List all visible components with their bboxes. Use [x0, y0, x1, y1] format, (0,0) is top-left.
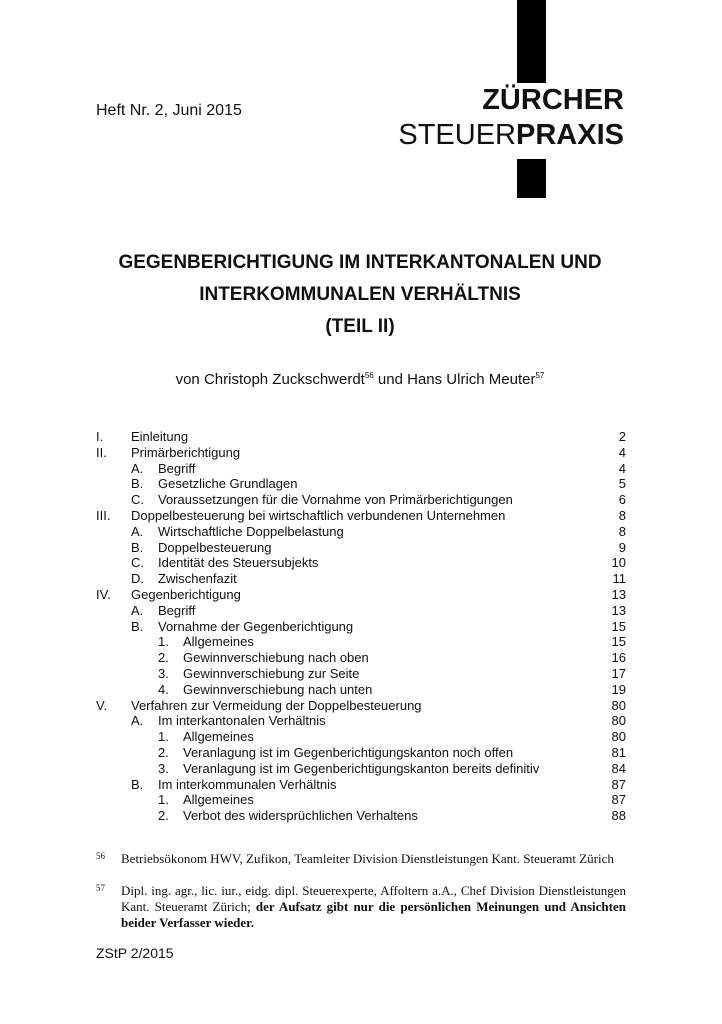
issue-label: Heft Nr. 2, Juni 2015 — [96, 102, 242, 119]
toc-entry-page: 80 — [611, 729, 626, 745]
toc-entry-number: A. — [131, 523, 144, 539]
toc-entry-label: Wirtschaftliche Doppelbelastung — [158, 523, 344, 539]
toc-entry-page: 87 — [611, 792, 626, 808]
toc-entry[interactable] — [96, 445, 626, 461]
author-2: und Hans Ulrich Meuter — [373, 371, 536, 388]
toc-entry-label: Doppelbesteuerung — [158, 539, 272, 555]
footnote-text — [121, 883, 626, 931]
toc-entry[interactable] — [96, 555, 626, 571]
toc-entry[interactable] — [96, 476, 626, 492]
toc-entry-page: 2 — [618, 429, 626, 444]
toc-entry[interactable] — [96, 777, 626, 793]
toc-entry-page: 80 — [611, 697, 626, 713]
toc-entry-page: 9 — [618, 539, 626, 555]
toc-entry-number: 1. — [158, 634, 169, 650]
footnote-ref-56[interactable]: 56 — [364, 371, 374, 380]
toc-entry-label: Veranlagung ist im Gegenberichtigungskanton noch offen — [183, 744, 514, 760]
toc-entry-number: C. — [131, 555, 144, 571]
toc-entry-label: Allgemeines — [183, 729, 254, 745]
toc-entry[interactable] — [96, 492, 626, 508]
toc-entry-page: 10 — [611, 555, 626, 571]
toc-entry-number: A. — [131, 602, 144, 618]
toc-entry-number: 2. — [158, 744, 169, 760]
toc-entry-number: A. — [131, 713, 144, 729]
toc-entry-number: 1. — [158, 792, 169, 808]
article-title-line-2: INTERKOMMUNALEN VERHÄLTNIS — [199, 284, 521, 305]
toc-entry-number: 2. — [158, 650, 169, 666]
toc-entry-page: 84 — [611, 760, 626, 776]
toc-entry-number: B. — [131, 539, 144, 555]
toc-entry-number: V. — [96, 697, 108, 713]
toc-entry-label: Verfahren zur Vermeidung der Doppelbesteuerung — [131, 697, 422, 713]
toc-entry-label: Gewinnverschiebung zur Seite — [183, 665, 360, 681]
toc-entry-label: Gesetzliche Grundlagen — [158, 476, 298, 492]
toc-entry[interactable] — [96, 461, 626, 477]
toc-entry-number: A. — [131, 460, 144, 476]
footnote-text-regular: Dipl. ing. agr., lic. iur., eidg. dipl. Steuerexperte, Affoltern a.A., Chef Division Dienstleistungen Kant. Steueramt Zürich; — [121, 883, 626, 914]
toc-entry-label: Im interkommunalen Verhältnis — [158, 776, 337, 792]
footnote-mark: 56 — [96, 851, 105, 861]
toc-entry[interactable] — [96, 650, 626, 666]
toc-entry[interactable] — [96, 619, 626, 635]
toc-entry-page: 16 — [611, 650, 626, 666]
article-title-line-3: (TEIL II) — [325, 316, 395, 337]
toc-entry-number: 3. — [158, 665, 169, 681]
toc-entry[interactable] — [96, 745, 626, 761]
toc-entry-label: Zwischenfazit — [158, 571, 237, 587]
toc-entry[interactable] — [96, 698, 626, 714]
page-footer: ZStP 2/2015 — [96, 945, 174, 961]
toc-entry-number: B. — [131, 618, 144, 634]
logo-bar-top — [517, 0, 546, 83]
table-of-contents — [96, 429, 626, 824]
toc-entry-page: 8 — [618, 507, 626, 523]
toc-entry-page: 17 — [611, 665, 626, 681]
footnote-56 — [96, 851, 626, 867]
toc-entry-label: Vornahme der Gegenberichtigung — [158, 618, 354, 634]
toc-entry-label: Identität des Steuersubjekts — [158, 555, 319, 571]
toc-entry-page: 87 — [611, 776, 626, 792]
toc-entry[interactable] — [96, 761, 626, 777]
article-title-line-1: GEGENBERICHTIGUNG IM INTERKANTONALEN UND — [118, 252, 602, 273]
toc-entry-page: 4 — [618, 460, 626, 476]
toc-entry-label: Allgemeines — [183, 792, 254, 808]
footnote-ref-57[interactable]: 57 — [535, 371, 545, 380]
toc-entry-label: Einleitung — [131, 429, 189, 444]
toc-entry[interactable] — [96, 587, 626, 603]
toc-entry-page: 88 — [611, 808, 626, 824]
toc-entry-number: II. — [96, 444, 107, 460]
toc-entry-label: Begriff — [158, 602, 196, 618]
authors-line — [60, 371, 660, 388]
toc-entry[interactable] — [96, 634, 626, 650]
toc-entry-page: 19 — [611, 681, 626, 697]
toc-entry-label: Im interkantonalen Verhältnis — [158, 713, 326, 729]
toc-entry[interactable] — [96, 666, 626, 682]
toc-entry-number: D. — [131, 571, 144, 587]
toc-entry-page: 6 — [618, 492, 626, 508]
toc-entry[interactable] — [96, 713, 626, 729]
toc-entry-label: Gewinnverschiebung nach unten — [183, 681, 373, 697]
toc-entry-page: 13 — [611, 586, 626, 602]
toc-entry-page: 81 — [611, 744, 626, 760]
logo-line-1: ZÜRCHER — [482, 84, 624, 116]
logo-praxis: PRAXIS — [516, 119, 624, 151]
toc-entry[interactable] — [96, 792, 626, 808]
toc-entry-number: 4. — [158, 681, 169, 697]
toc-entry-page: 15 — [611, 634, 626, 650]
logo-bar-bottom — [517, 159, 546, 198]
toc-entry-page: 13 — [611, 602, 626, 618]
toc-entry-page: 11 — [612, 571, 626, 587]
footnote-text-bold: der Aufsatz gibt nur die persönlichen Meinungen und Ansichten beider Verfasser wieder. — [121, 899, 626, 930]
toc-entry-label: Voraussetzungen für die Vornahme von Primärberichtigungen — [158, 492, 513, 508]
toc-entry-page: 4 — [618, 444, 626, 460]
toc-entry-page: 5 — [618, 476, 626, 492]
toc-entry-number: B. — [131, 476, 144, 492]
toc-entry[interactable] — [96, 571, 626, 587]
logo-steuer: STEUER — [398, 119, 517, 151]
toc-entry-page: 80 — [611, 713, 626, 729]
toc-entry-label: Doppelbesteuerung bei wirtschaftlich verbundenen Unternehmen — [131, 507, 506, 523]
footnote-text: Betriebsökonom HWV, Zufikon, Teamleiter Division Dienstleistungen Kant. Steueramt Zürich — [121, 851, 614, 866]
toc-entry-number: 3. — [158, 760, 169, 776]
toc-entry[interactable] — [96, 603, 626, 619]
logo-line-2 — [398, 119, 624, 152]
toc-entry-number: C. — [131, 492, 144, 508]
toc-entry[interactable] — [96, 729, 626, 745]
toc-entry-page: 8 — [618, 523, 626, 539]
toc-entry-label: Begriff — [158, 460, 196, 476]
toc-entry[interactable] — [96, 508, 626, 524]
toc-entry[interactable] — [96, 808, 626, 824]
toc-entry-number: 1. — [158, 729, 169, 745]
toc-entry-number: III. — [96, 507, 111, 523]
toc-entry-label: Gegenberichtigung — [131, 586, 241, 602]
toc-entry-label: Primärberichtigung — [131, 444, 241, 460]
toc-entry-label: Allgemeines — [183, 634, 254, 650]
toc-entry[interactable] — [96, 524, 626, 540]
toc-entry-number: I. — [96, 429, 104, 444]
toc-entry-label: Gewinnverschiebung nach oben — [183, 650, 369, 666]
author-1: von Christoph Zuckschwerdt — [175, 371, 365, 388]
toc-entry-page: 15 — [611, 618, 626, 634]
toc-entry-label: Verbot des widersprüchlichen Verhaltens — [183, 808, 418, 824]
toc-entry-label: Veranlagung ist im Gegenberichtigungskanton bereits definitiv — [183, 760, 540, 776]
toc-entry[interactable] — [96, 429, 626, 445]
toc-entry-number: IV. — [96, 586, 111, 602]
footnote-57 — [96, 883, 626, 931]
toc-entry[interactable] — [96, 540, 626, 556]
footnote-mark: 57 — [96, 883, 105, 893]
toc-entry[interactable] — [96, 682, 626, 698]
toc-entry-number: 2. — [158, 808, 169, 824]
toc-entry-number: B. — [131, 776, 144, 792]
